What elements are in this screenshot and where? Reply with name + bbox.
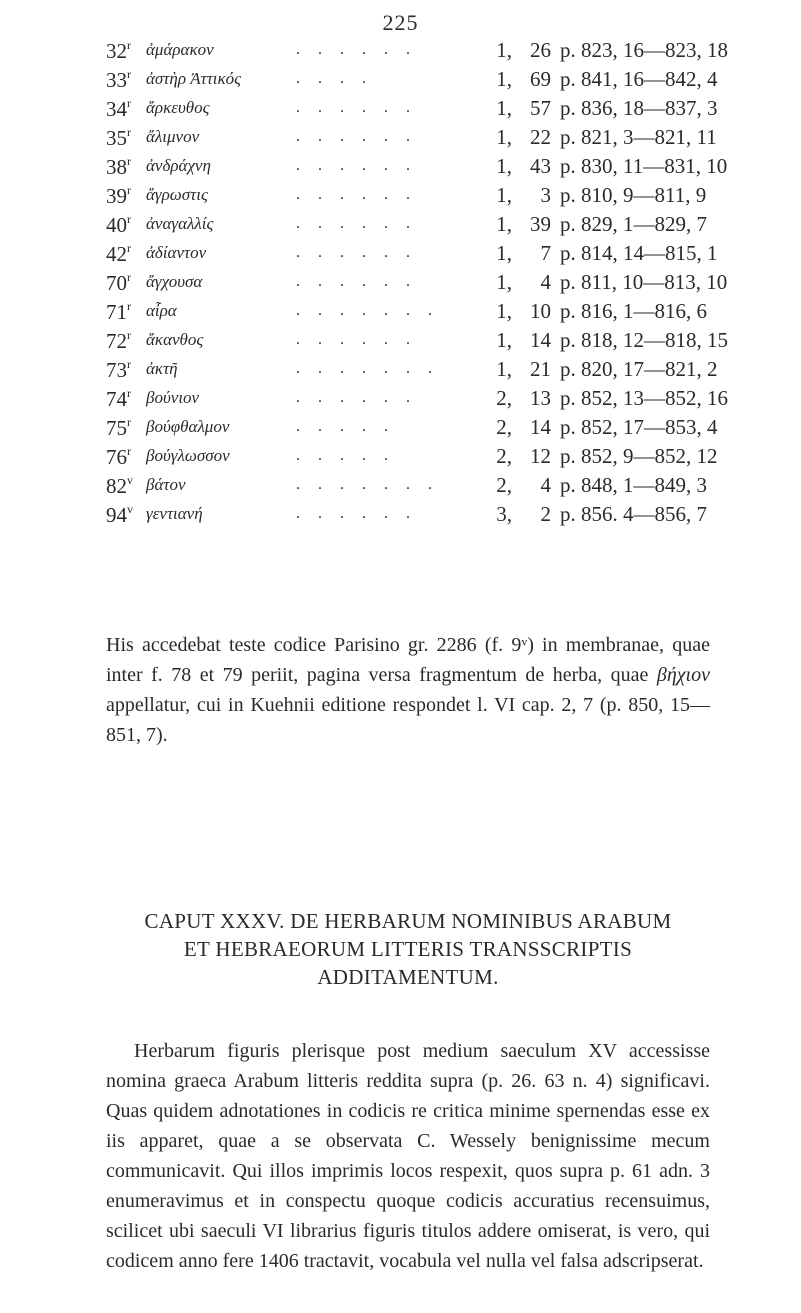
chapter-number: 14 <box>530 328 551 352</box>
heading-line: ET HEBRAEORUM LITTERIS TRANSSCRIPTIS <box>183 937 633 961</box>
folio-side: r <box>127 183 131 197</box>
page-range: p. 811, 10—813, 10 <box>560 270 728 294</box>
dot-leader: . . . . . . <box>296 215 417 232</box>
index-row <box>106 415 718 444</box>
folio-number: 35 <box>106 126 127 150</box>
book-number: 3, <box>496 502 512 526</box>
herb-term: ἀμάρακον <box>146 40 214 59</box>
herb-term: βούφθαλμον <box>146 417 230 436</box>
herb-term: βάτον <box>146 475 186 494</box>
folio-number: 74 <box>106 387 127 411</box>
folio-side: r <box>127 386 131 400</box>
page-range: p. 820, 17—821, 2 <box>560 357 718 381</box>
index-row <box>106 444 718 473</box>
book-number: 1, <box>496 183 512 207</box>
herb-term: ἄκανθος <box>146 330 204 349</box>
page-range: p. 852, 13—852, 16 <box>560 386 728 410</box>
folio-ref <box>106 96 131 122</box>
chapter-number: 26 <box>530 38 551 62</box>
folio-side: r <box>127 125 131 139</box>
dot-leader: . . . . . . <box>296 157 417 174</box>
index-row <box>106 299 707 328</box>
herb-term: αἶρα <box>146 301 177 320</box>
page-range: p. 829, 1—829, 7 <box>560 212 707 236</box>
index-row <box>106 67 718 96</box>
chapter-number: 10 <box>530 299 551 323</box>
index-row <box>106 328 728 357</box>
index-row <box>106 502 707 531</box>
folio-side: r <box>127 270 131 284</box>
dot-leader: . . . . . . <box>296 273 417 290</box>
folio-ref <box>106 241 131 267</box>
chapter-number: 4 <box>540 270 551 294</box>
folio-side: r <box>127 415 131 429</box>
folio-ref <box>106 154 131 180</box>
chapter-heading <box>106 907 710 991</box>
dot-leader: . . . . . . . <box>296 360 439 377</box>
folio-ref <box>106 386 131 412</box>
dot-leader: . . . . <box>296 70 373 87</box>
folio-ref <box>106 270 131 296</box>
herb-term: γεντιανή <box>146 504 203 523</box>
page-number: 225 <box>382 10 419 35</box>
folio-side: r <box>127 212 131 226</box>
herb-term: ἄγρωστις <box>146 185 208 204</box>
folio-number: 42 <box>106 242 127 266</box>
herb-term: ἄρκευθος <box>146 98 210 117</box>
index-row <box>106 270 728 299</box>
folio-side: r <box>127 67 131 81</box>
folio-ref <box>106 67 131 93</box>
paragraph-text: His accedebat teste codice Parisino gr. 2286 (f. 9ᵛ) in membranae, quae inter f. 78 et 79 periit, pagina versa fragmentum de herba, quae <box>106 634 710 686</box>
greek-term: βήχιον <box>656 664 710 686</box>
heading-line: CAPUT XXXV. DE HERBARUM NOMINIBUS ARABUM <box>144 909 672 933</box>
book-number: 1, <box>496 241 512 265</box>
book-number: 1, <box>496 125 512 149</box>
page-range: p. 814, 14—815, 1 <box>560 241 718 265</box>
dot-leader: . . . . . . <box>296 244 417 261</box>
index-row <box>106 241 718 270</box>
folio-side: v <box>127 473 133 487</box>
chapter-number: 43 <box>530 154 551 178</box>
folio-number: 82 <box>106 474 127 498</box>
page-range: p. 818, 12—818, 15 <box>560 328 728 352</box>
dot-leader: . . . . . <box>296 418 395 435</box>
folio-number: 75 <box>106 416 127 440</box>
dot-leader: . . . . . . <box>296 389 417 406</box>
dot-leader: . . . . . . <box>296 99 417 116</box>
folio-side: r <box>127 299 131 313</box>
index-row <box>106 154 728 183</box>
folio-ref <box>106 444 131 470</box>
folio-number: 72 <box>106 329 127 353</box>
book-number: 1, <box>496 38 512 62</box>
dot-leader: . . . . . <box>296 447 395 464</box>
index-row <box>106 357 718 386</box>
book-number: 1, <box>496 67 512 91</box>
index-row <box>106 96 718 125</box>
folio-number: 71 <box>106 300 127 324</box>
herb-term: ἀδίαντον <box>146 243 207 262</box>
page-range: p. 848, 1—849, 3 <box>560 473 707 497</box>
dot-leader: . . . . . . <box>296 186 417 203</box>
folio-side: r <box>127 328 131 342</box>
folio-side: r <box>127 154 131 168</box>
chapter-number: 14 <box>530 415 551 439</box>
page-range: p. 836, 18—837, 3 <box>560 96 718 120</box>
folio-ref <box>106 212 131 238</box>
index-row <box>106 212 707 241</box>
page-range: p. 856. 4—856, 7 <box>560 502 707 526</box>
book-number: 2, <box>496 386 512 410</box>
herb-term: ἀναγαλλίς <box>146 214 214 233</box>
herb-term: ἄγχουσα <box>146 272 203 291</box>
folio-number: 39 <box>106 184 127 208</box>
folio-side: r <box>127 241 131 255</box>
page-range: p. 852, 17—853, 4 <box>560 415 718 439</box>
folio-number: 70 <box>106 271 127 295</box>
folio-side: r <box>127 38 131 52</box>
page-range: p. 830, 11—831, 10 <box>560 154 728 178</box>
book-number: 2, <box>496 473 512 497</box>
folio-ref <box>106 299 131 325</box>
dot-leader: . . . . . . . <box>296 476 439 493</box>
folio-number: 94 <box>106 503 127 527</box>
chapter-number: 57 <box>530 96 551 120</box>
dot-leader: . . . . . . <box>296 331 417 348</box>
chapter-number: 7 <box>540 241 551 265</box>
folio-number: 40 <box>106 213 127 237</box>
chapter-number: 12 <box>530 444 551 468</box>
book-number: 1, <box>496 96 512 120</box>
folio-number: 32 <box>106 39 127 63</box>
heading-line: ADDITAMENTUM. <box>317 965 499 989</box>
paragraph-manuscript-note <box>106 630 710 750</box>
book-number: 1, <box>496 299 512 323</box>
herb-term: ἀστὴρ Ἀττικός <box>146 69 242 88</box>
dot-leader: . . . . . . <box>296 128 417 145</box>
page-range: p. 852, 9—852, 12 <box>560 444 718 468</box>
folio-ref <box>106 38 131 64</box>
chapter-number: 2 <box>540 502 551 526</box>
index-row <box>106 38 728 67</box>
folio-ref <box>106 502 133 528</box>
index-row <box>106 386 728 415</box>
folio-ref <box>106 125 131 151</box>
page-range: p. 821, 3—821, 11 <box>560 125 717 149</box>
book-number: 1, <box>496 328 512 352</box>
book-number: 1, <box>496 357 512 381</box>
chapter-number: 4 <box>540 473 551 497</box>
herb-term: βούνιον <box>146 388 200 407</box>
book-number: 2, <box>496 415 512 439</box>
herb-term: βούγλωσσον <box>146 446 230 465</box>
herb-term: ἀκτῆ <box>146 359 178 378</box>
chapter-number: 21 <box>530 357 551 381</box>
paragraph-text: appellatur, cui in Kuehnii editione respondet l. VI cap. 2, 7 (p. 850, 15—851, 7). <box>106 694 710 746</box>
page-range: p. 816, 1—816, 6 <box>560 299 707 323</box>
folio-ref <box>106 183 131 209</box>
herb-term: ἀνδράχνη <box>146 156 211 175</box>
chapter-number: 13 <box>530 386 551 410</box>
folio-number: 76 <box>106 445 127 469</box>
dot-leader: . . . . . . <box>296 41 417 58</box>
folio-number: 38 <box>106 155 127 179</box>
book-number: 1, <box>496 270 512 294</box>
chapter-number: 22 <box>530 125 551 149</box>
folio-number: 33 <box>106 68 127 92</box>
dot-leader: . . . . . . . <box>296 302 439 319</box>
index-row <box>106 473 707 502</box>
folio-ref <box>106 357 131 383</box>
page-range: p. 810, 9—811, 9 <box>560 183 707 207</box>
dot-leader: . . . . . . <box>296 505 417 522</box>
index-row <box>106 125 717 154</box>
folio-ref <box>106 415 131 441</box>
folio-number: 34 <box>106 97 127 121</box>
folio-side: v <box>127 502 133 516</box>
folio-side: r <box>127 96 131 110</box>
chapter-number: 69 <box>530 67 551 91</box>
page-range: p. 841, 16—842, 4 <box>560 67 718 91</box>
folio-side: r <box>127 444 131 458</box>
page-range: p. 823, 16—823, 18 <box>560 38 728 62</box>
book-number: 1, <box>496 212 512 236</box>
herb-term: ἄλιμνον <box>146 127 200 146</box>
folio-ref <box>106 328 131 354</box>
book-number: 2, <box>496 444 512 468</box>
folio-number: 73 <box>106 358 127 382</box>
index-table <box>106 38 728 531</box>
chapter-number: 39 <box>530 212 551 236</box>
book-number: 1, <box>496 154 512 178</box>
folio-side: r <box>127 357 131 371</box>
folio-ref <box>106 473 133 499</box>
paragraph-body: Herbarum figuris plerisque post medium saeculum XV accessisse nomina graeca Arabum litteris reddita supra (p. 26. 63 n. 4) significavi. Quas quidem adnotationes in codicis re critica minime spernendas esse ex iis apparet, quae a se observata C. Wessely benignissime mecum communicavit. Qui illos imprimis locos respexit, quos supra p. 61 adn. 3 enumeravimus et in conspectu quoque codicis accuratius recensuimus, scilicet ubi saeculi VI librarius figuris titulos addere omiserat, is vero, qui codicem anno fere 1406 tractavit, vocabula vel nulla vel falsa adscripserat. <box>106 1040 710 1272</box>
chapter-number: 3 <box>540 183 551 207</box>
index-row <box>106 183 707 212</box>
